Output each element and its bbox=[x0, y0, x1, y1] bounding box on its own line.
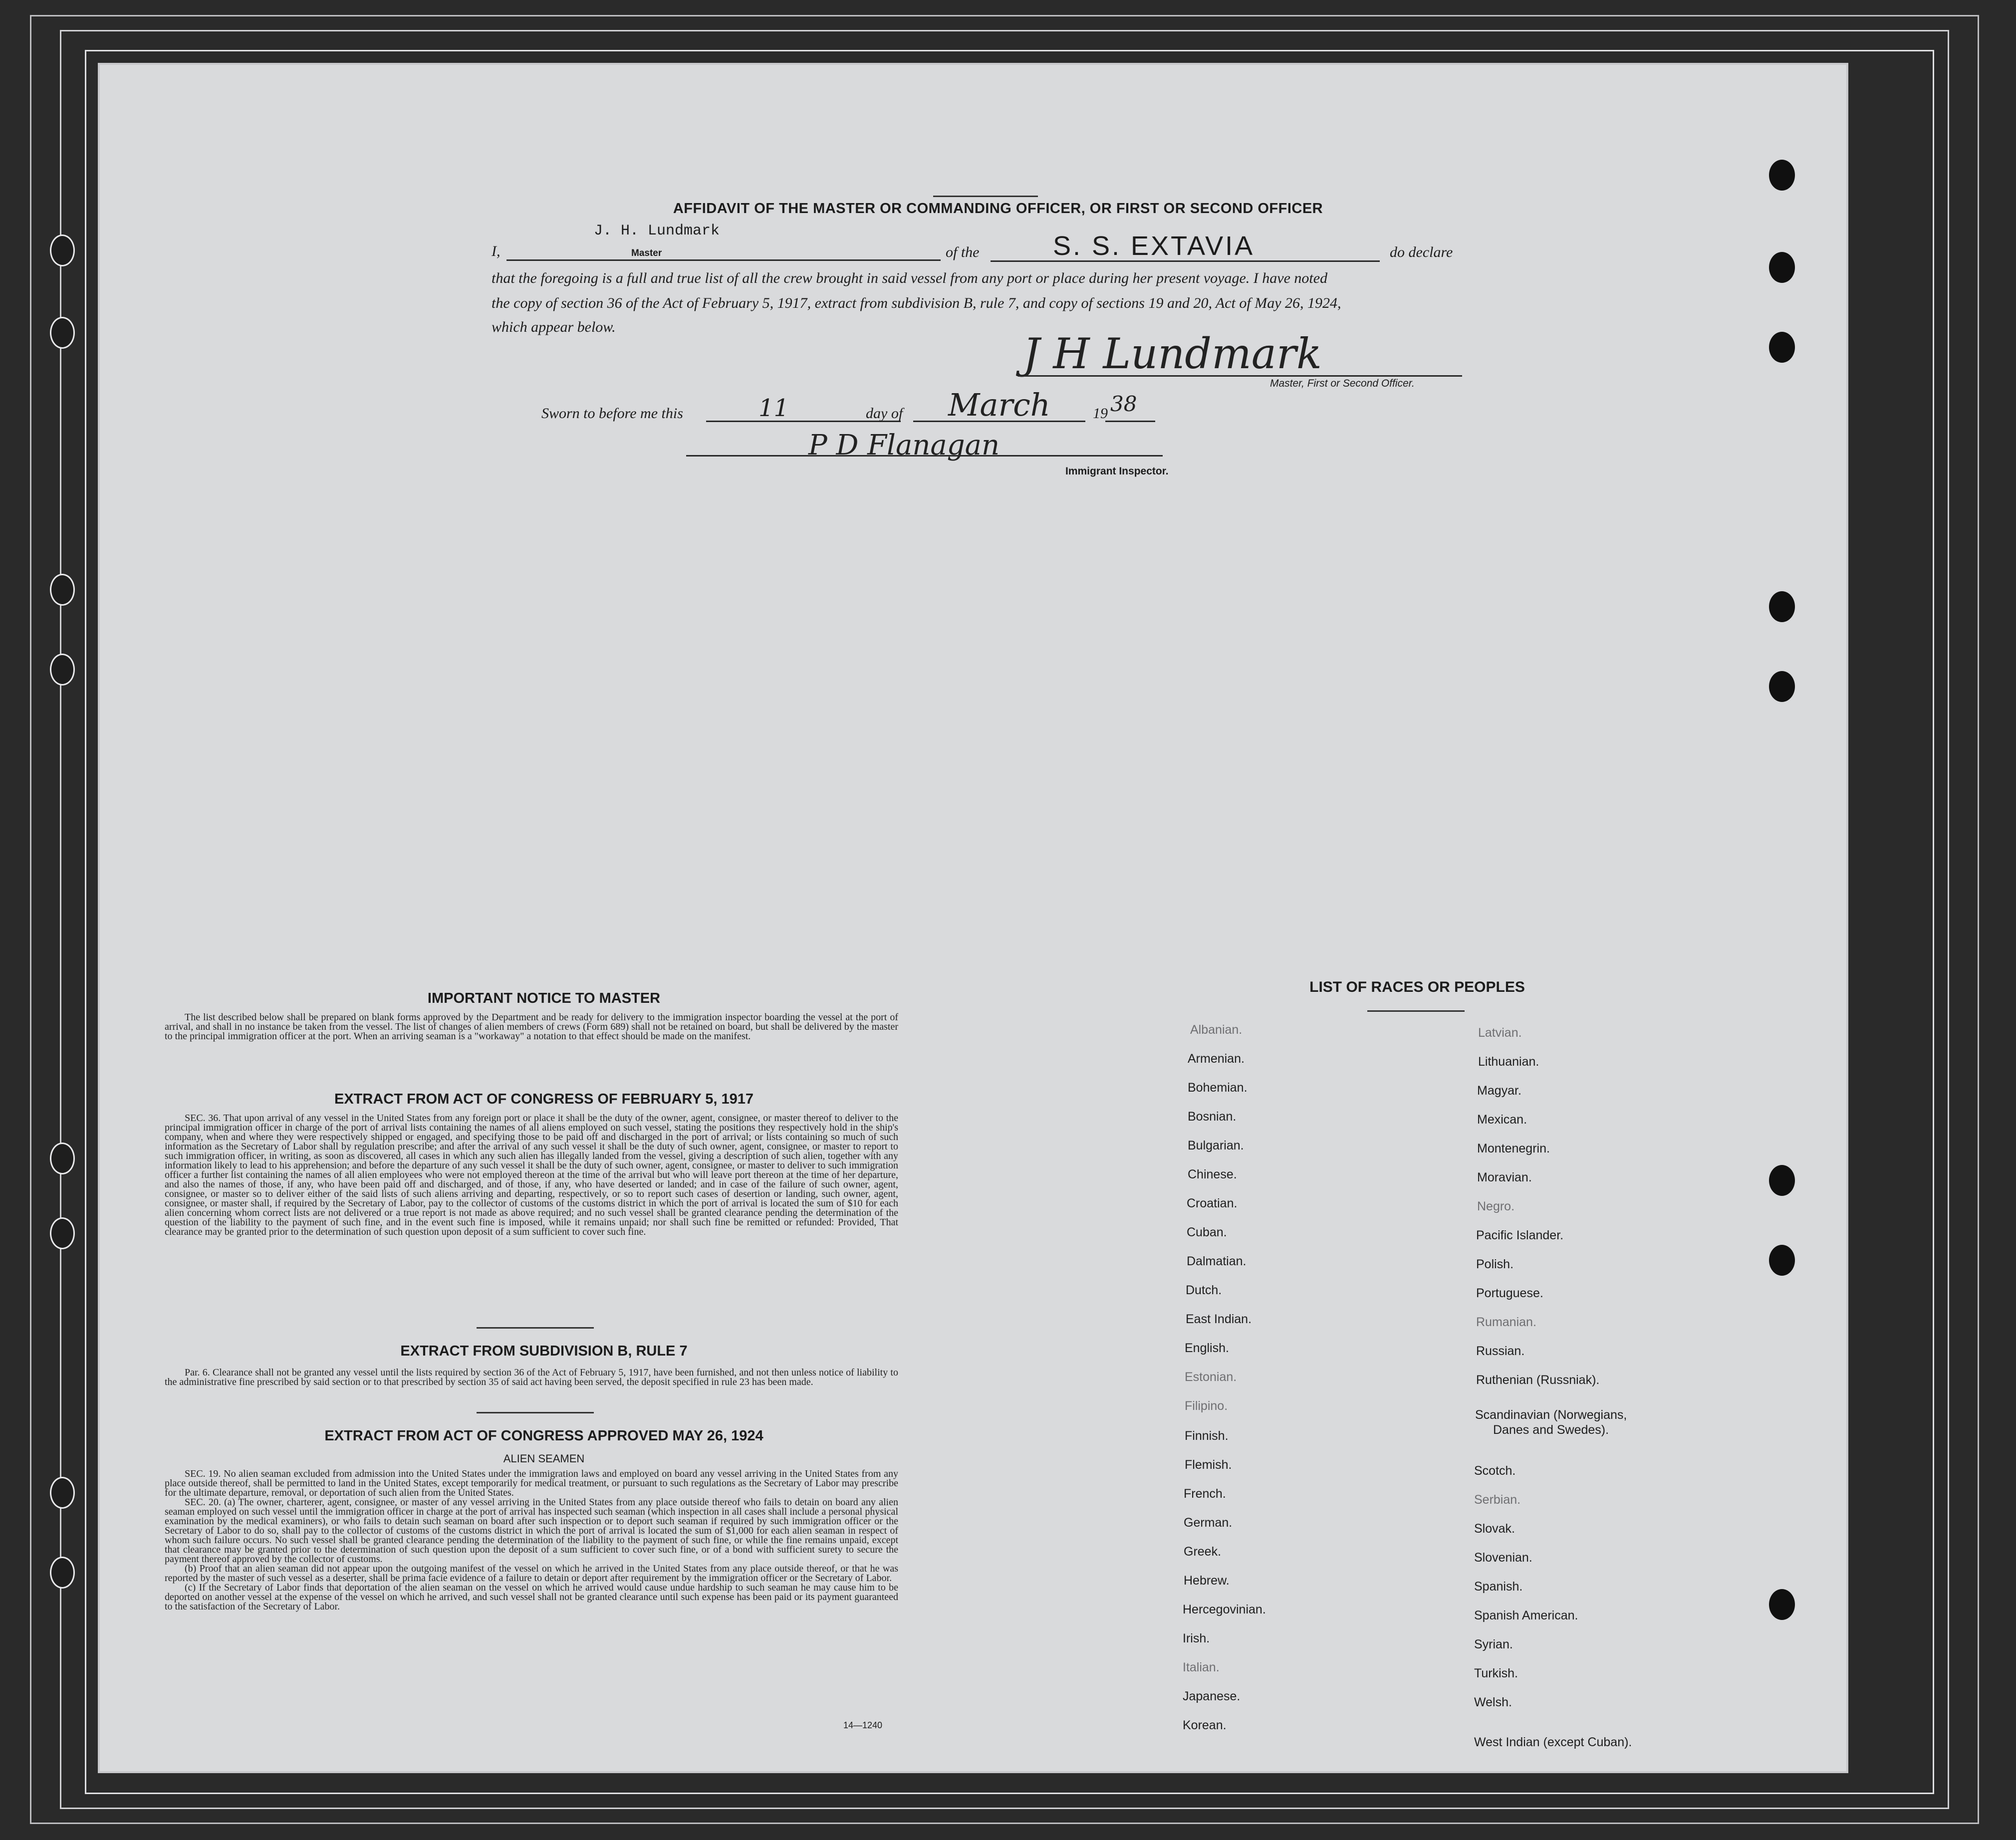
race-item: Turkish. bbox=[1474, 1666, 1518, 1680]
race-item: Pacific Islander. bbox=[1476, 1228, 1564, 1242]
affidavit-line-2: the copy of section 36 of the Act of February 5, 1917, extract from subdivision B, rule 7, and copy of sections 19 and 20, Act of May 26, 1924, bbox=[492, 295, 1341, 311]
race-item: Hercegovinian. bbox=[1183, 1603, 1266, 1616]
race-item: East Indian. bbox=[1186, 1312, 1252, 1326]
section-divider bbox=[477, 1412, 594, 1413]
race-item: Bohemian. bbox=[1188, 1081, 1248, 1095]
binder-hole bbox=[50, 317, 75, 349]
binder-hole bbox=[50, 234, 75, 266]
punch-hole bbox=[1769, 1245, 1795, 1276]
vessel-line bbox=[991, 260, 1380, 262]
race-item: Negro. bbox=[1477, 1199, 1515, 1213]
punch-hole bbox=[1769, 252, 1795, 283]
do-declare-label: do declare bbox=[1390, 244, 1453, 260]
race-item: Bosnian. bbox=[1188, 1110, 1237, 1124]
race-item: Cuban. bbox=[1187, 1225, 1227, 1239]
race-item: Dutch. bbox=[1186, 1283, 1222, 1297]
race-item: Latvian. bbox=[1478, 1026, 1522, 1040]
race-item: Irish. bbox=[1183, 1631, 1210, 1645]
races-title-rule bbox=[1367, 1010, 1465, 1012]
race-item: West Indian (except Cuban). bbox=[1474, 1735, 1632, 1749]
race-item: Ruthenian (Russniak). bbox=[1476, 1373, 1600, 1387]
race-item: Spanish. bbox=[1474, 1580, 1523, 1594]
race-item: Japanese. bbox=[1183, 1689, 1241, 1703]
form-number: 14—1240 bbox=[843, 1720, 883, 1730]
month-line bbox=[913, 421, 1085, 422]
binder-hole bbox=[50, 1477, 75, 1509]
vessel-name: S. S. EXTAVIA bbox=[1053, 231, 1255, 261]
sec19-paragraph: SEC. 19. No alien seaman excluded from admission into the United States under the immigration laws and employed on board any vessel arriving in the United States from any place outside thereof, shall be permitted to land in the United States, except temporarily for medical treatment, or pursuant to such regulations as the Secretary of Labor may prescribe for the ultimate departure, removal, or deportation of such alien from the United States. bbox=[165, 1468, 898, 1498]
race-item: Welsh. bbox=[1474, 1695, 1512, 1709]
extract-1924-text bbox=[165, 1469, 898, 1611]
sec20a-paragraph: SEC. 20. (a) The owner, charterer, agent, consignee, or master of any vessel arriving in the United States from any place outside thereof who fails to detain on board any alien seaman employed on such vessel until the immigration officer in charge at the port of arrival has inspected such seaman (which inspection in all cases shall include a personal physical examination by the medical examiners), or who fails to detain such seaman on board after such inspection or to deport such seaman if required by such immigration officer or the Secretary of Labor to do so, shall pay to the collector of customs of the customs district in which the port of arrival is located the sum of $1,000 for each alien seaman in respect of whom such failure occurs. No such vessel shall be granted clearance pending the determination of the liability to the payment of such fine, or while the fine remains unpaid, except that clearance may be granted prior to the determination of such question upon the deposit of a sum sufficient to cover such fine, or of a bond with sufficient surety to secure the payment thereof approved by the collector of customs. bbox=[165, 1497, 898, 1565]
race-item: Chinese. bbox=[1188, 1167, 1237, 1181]
year-suffix: 38 bbox=[1110, 392, 1137, 416]
sec20c-paragraph: (c) If the Secretary of Labor finds that deportation of the alien seaman on the vessel on which he arrived would cause undue hardship to such seaman he may cause him to be deported on another vessel at the expense of the vessel on which he arrived, and such vessel shall not be granted clearance until such expense has been paid or its payment guaranteed to the satisfaction of the Secretary of Labor. bbox=[165, 1582, 898, 1612]
affidavit-line-3: which appear below. bbox=[492, 319, 616, 335]
race-item: Armenian. bbox=[1188, 1052, 1245, 1066]
race-item: Slovak. bbox=[1474, 1522, 1515, 1536]
year-prefix: 19 bbox=[1093, 405, 1108, 422]
punch-hole bbox=[1769, 591, 1795, 622]
affidavit-title: AFFIDAVIT OF THE MASTER OR COMMANDING OFFICER, OR FIRST OR SECOND OFFICER bbox=[673, 201, 1323, 217]
sec20b-paragraph: (b) Proof that an alien seaman did not appear upon the outgoing manifest of the vessel on which he arrived in the United States from any place outside thereof, or that he was reported by the master of such vessel as a deserter, shall be prima facie evidence of a failure to detain or deport after requirement by the immigration officer or the Secretary of Labor. bbox=[165, 1563, 898, 1584]
race-item: Flemish. bbox=[1185, 1458, 1232, 1472]
race-item: Croatian. bbox=[1187, 1196, 1238, 1210]
punch-hole bbox=[1769, 671, 1795, 702]
race-item: Albanian. bbox=[1190, 1023, 1243, 1037]
race-item: Korean. bbox=[1183, 1718, 1227, 1732]
race-item: Dalmatian. bbox=[1187, 1254, 1247, 1268]
master-line bbox=[506, 259, 941, 261]
punch-hole bbox=[1769, 1165, 1795, 1196]
notice-text bbox=[165, 1013, 898, 1041]
signature-caption: Master, First or Second Officer. bbox=[1270, 378, 1415, 389]
race-item: Greek. bbox=[1184, 1545, 1222, 1559]
sworn-month: March bbox=[948, 387, 1050, 423]
race-item: German. bbox=[1184, 1516, 1233, 1530]
race-item: Portuguese. bbox=[1476, 1286, 1543, 1300]
master-name: J. H. Lundmark bbox=[594, 223, 720, 239]
races-title: LIST OF RACES OR PEOPLES bbox=[1309, 979, 1525, 995]
race-item: Finnish. bbox=[1185, 1429, 1229, 1443]
race-item: Slovenian. bbox=[1474, 1551, 1532, 1565]
race-item: Lithuanian. bbox=[1478, 1055, 1539, 1069]
binder-hole bbox=[50, 1217, 75, 1249]
race-item: Filipino. bbox=[1185, 1399, 1228, 1413]
extract-1917-text bbox=[165, 1114, 898, 1237]
alien-seamen-subtitle: ALIEN SEAMEN bbox=[503, 1452, 585, 1465]
race-item: Russian. bbox=[1476, 1344, 1525, 1358]
sworn-day: 11 bbox=[758, 394, 789, 422]
master-rank: Master bbox=[631, 248, 662, 258]
extract-1917-title: EXTRACT FROM ACT OF CONGRESS OF FEBRUARY 5, 1917 bbox=[334, 1091, 754, 1107]
inspector-line bbox=[686, 455, 1163, 457]
signature-line bbox=[1018, 375, 1462, 377]
year-line bbox=[1105, 421, 1155, 422]
binder-hole bbox=[50, 1557, 75, 1589]
race-item: Hebrew. bbox=[1184, 1574, 1230, 1588]
binder-hole bbox=[50, 654, 75, 686]
race-item: Danes and Swedes). bbox=[1493, 1423, 1609, 1437]
race-item: Scotch. bbox=[1474, 1464, 1516, 1478]
notice-title: IMPORTANT NOTICE TO MASTER bbox=[427, 990, 661, 1006]
sworn-label: Sworn to before me this bbox=[541, 405, 683, 422]
binder-hole bbox=[50, 1143, 75, 1174]
punch-hole bbox=[1769, 160, 1795, 191]
race-item: English. bbox=[1185, 1341, 1229, 1355]
race-item: Spanish American. bbox=[1474, 1609, 1578, 1622]
binder-hole bbox=[50, 574, 75, 606]
race-item: Serbian. bbox=[1474, 1493, 1521, 1507]
race-item: Magyar. bbox=[1477, 1084, 1521, 1098]
i-label: I, bbox=[492, 243, 501, 259]
inspector-caption: Immigrant Inspector. bbox=[1065, 465, 1169, 477]
race-item: Mexican. bbox=[1477, 1113, 1527, 1127]
rule7-paragraph: Par. 6. Clearance shall not be granted any vessel until the lists required by section 36 of the Act of February 5, 1917, have been furnished, and not then unless notice of liability to the administrative fine prescribed by said section or to that prescribed by section 35 of said act having been served, the deposit specified in rule 23 has been made. bbox=[165, 1367, 898, 1387]
extract-1924-title: EXTRACT FROM ACT OF CONGRESS APPROVED MAY 26, 1924 bbox=[324, 1428, 763, 1444]
race-item: Syrian. bbox=[1474, 1637, 1513, 1651]
race-item: Scandinavian (Norwegians, bbox=[1475, 1408, 1627, 1422]
race-item: Italian. bbox=[1183, 1660, 1220, 1674]
inspector-signature: P D Flanagan bbox=[808, 429, 1000, 461]
race-item: Bulgarian. bbox=[1188, 1139, 1244, 1152]
race-item: Estonian. bbox=[1185, 1370, 1237, 1384]
race-item: French. bbox=[1184, 1487, 1226, 1501]
punch-hole bbox=[1769, 1589, 1795, 1620]
title-rule bbox=[933, 196, 1038, 197]
master-signature: J H Lundmark bbox=[1023, 329, 1322, 378]
race-item: Moravian. bbox=[1477, 1170, 1532, 1184]
race-item: Polish. bbox=[1476, 1257, 1514, 1271]
day-of-label: day of bbox=[866, 405, 903, 422]
punch-hole bbox=[1769, 332, 1795, 363]
extract-rule7-title: EXTRACT FROM SUBDIVISION B, RULE 7 bbox=[400, 1343, 688, 1359]
affidavit-line-1: that the foregoing is a full and true list of all the crew brought in said vessel from any port or place during her present voyage. I have noted bbox=[492, 270, 1328, 286]
notice-paragraph: The list described below shall be prepared on blank forms approved by the Department and be ready for delivery to the immigration inspector boarding the vessel at the port of arrival, and shall in no instance be taken from the vessel. The list of changes of alien members of crews (Form 689) shall not be retained on board, but shall be delivered by the master to the principal immigration officer at the port. When an arriving seaman is a "workaway" a notation to that effect should be made on the manifest. bbox=[165, 1012, 898, 1042]
race-item: Rumanian. bbox=[1476, 1315, 1536, 1329]
extract-rule7-text bbox=[165, 1368, 898, 1387]
sec36-paragraph: SEC. 36. That upon arrival of any vessel in the United States from any foreign port or place it shall be the duty of the owner, agent, consignee, or master thereof to deliver to the principal immigration officer in charge of the port of arrival lists containing the names of all aliens employed on such vessel, stating the positions they respectively hold in the ship's company, when and where they were respectively shipped or engaged, and specifying those to be paid off and discharged in the port of arrival; or lists containing so much of such information as the Secretary of Labor shall by regulation prescribe; and after the arrival of any such vessel it shall be the duty of such owner, agent, consignee, or master to report to such immigration officer, in writing, as soon as discovered, all cases in which any such alien has illegally landed from the vessel, giving a description of such alien, together with any information likely to lead to his apprehension; and before the departure of any such vessel it shall be the duty of such owner, agent, consignee, or master to deliver to such immigration officer a further list containing the names of all alien employees who were not employed thereon at the time of the arrival but who will leave port thereon at the time of her departure, and also the names of those, if any, who have been paid off and discharged, and of those, if any, who have deserted or landed; and in case of the failure of such owner, agent, consignee, or master so to deliver either of the said lists of such aliens arriving and departing, respectively, or so to report such cases of desertion or landing, such owner, agent, consignee, or master shall, if required by the Secretary of Labor, pay to the collector of customs of the customs district in which the port of arrival is located the sum of $10 for each alien concerning whom correct lists are not delivered or a true report is not made as above required; and no such vessel shall be granted clearance pending the determination of the question of the liability to the payment of such fine, and in the event such fine is imposed, while it remains unpaid; nor shall such fine be remitted or refunded: Provided, That clearance may be granted prior to the determination of such question upon deposit of a sum sufficient to cover such fine. bbox=[165, 1113, 898, 1237]
section-divider bbox=[477, 1327, 594, 1329]
of-the-label: of the bbox=[946, 244, 980, 260]
race-item: Montenegrin. bbox=[1477, 1142, 1550, 1155]
